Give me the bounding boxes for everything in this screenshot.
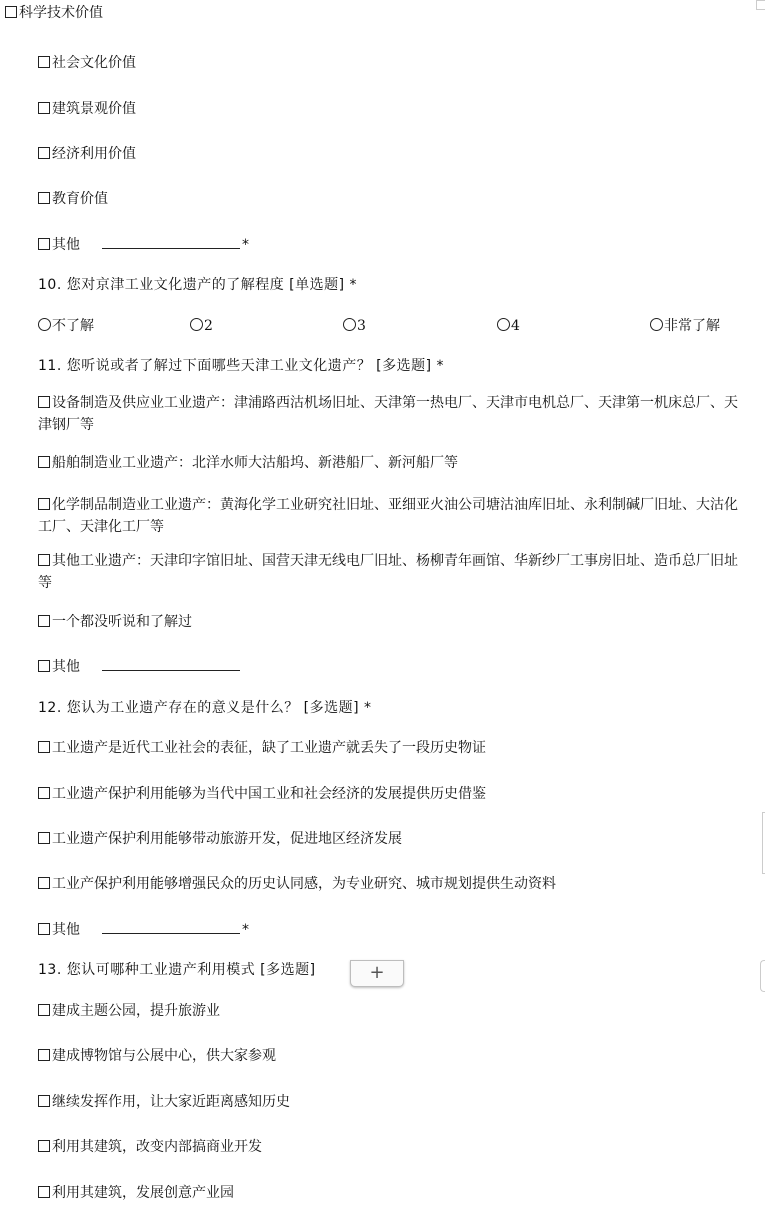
checkbox[interactable]: [38, 1004, 50, 1016]
checkbox[interactable]: [38, 923, 50, 935]
other-text-field[interactable]: [102, 921, 240, 934]
q9-option-4[interactable]: 经济利用价值: [38, 145, 136, 163]
checkbox[interactable]: [38, 787, 50, 799]
q13-option-3[interactable]: 继续发挥作用，让大家近距离感知历史: [38, 1093, 290, 1111]
q10-option-3[interactable]: 3: [343, 317, 366, 335]
q11-option-1[interactable]: 设备制造及供应业工业遗产：津浦路西沽机场旧址、天津第一热电厂、天津市电机总厂、天津第一机床总厂、天津钢厂等: [38, 395, 738, 433]
q11-option-4[interactable]: 其他工业遗产：天津印字馆旧址、国营天津无线电厂旧址、杨柳青年画馆、华新纱厂工事房旧址、造币总厂旧址等: [38, 553, 738, 591]
checkbox[interactable]: [38, 832, 50, 844]
required-mark: *: [242, 237, 249, 253]
checkbox[interactable]: [38, 615, 50, 627]
checkbox[interactable]: [38, 238, 50, 250]
radio-button[interactable]: [343, 318, 356, 331]
checkbox[interactable]: [38, 741, 50, 753]
required-mark: *: [242, 922, 249, 938]
scroll-handle[interactable]: [760, 960, 765, 992]
q10-option-1[interactable]: 不了解: [38, 317, 94, 335]
checkbox[interactable]: [38, 877, 50, 889]
q11-title: 11. 您听说或者了解过下面哪些天津工业文化遗产？ [多选题] *: [38, 358, 445, 374]
checkbox[interactable]: [38, 456, 50, 468]
q11-option-2[interactable]: 船舶制造业工业遗产：北洋水师大沽船坞、新港船厂、新河船厂等: [38, 454, 458, 472]
checkbox[interactable]: [38, 192, 50, 204]
q9-option-2[interactable]: 社会文化价值: [38, 54, 136, 72]
checkbox[interactable]: [38, 1140, 50, 1152]
edge-marker: [756, 0, 765, 10]
other-text-field[interactable]: [102, 658, 240, 671]
checkbox[interactable]: [38, 147, 50, 159]
checkbox[interactable]: [5, 6, 17, 18]
q13-title: 13. 您认可哪种工业遗产利用模式 [多选题]: [38, 962, 316, 978]
checkbox[interactable]: [38, 498, 50, 510]
q9-option-5[interactable]: 教育价值: [38, 190, 108, 208]
q11-option-other[interactable]: 其他: [38, 658, 240, 676]
q12-option-4[interactable]: 工业产保护利用能够增强民众的历史认同感，为专业研究、城市规划提供生动资料: [38, 875, 556, 893]
checkbox[interactable]: [38, 102, 50, 114]
radio-button[interactable]: [190, 318, 203, 331]
q12-option-1[interactable]: 工业遗产是近代工业社会的表征，缺了工业遗产就丢失了一段历史物证: [38, 739, 486, 757]
checkbox[interactable]: [38, 660, 50, 672]
q10-option-5[interactable]: 非常了解: [650, 317, 720, 335]
q12-title: 12. 您认为工业遗产存在的意义是什么？ [多选题] *: [38, 700, 372, 716]
q11-option-5[interactable]: 一个都没听说和了解过: [38, 613, 192, 631]
q9-option-3[interactable]: 建筑景观价值: [38, 100, 136, 118]
q13-option-4[interactable]: 利用其建筑，改变内部搞商业开发: [38, 1138, 262, 1156]
q13-option-5[interactable]: 利用其建筑，发展创意产业园: [38, 1184, 234, 1202]
q13-option-2[interactable]: 建成博物馆与公展中心，供大家参观: [38, 1047, 276, 1065]
q9-option-1[interactable]: 科学技术价值: [5, 4, 103, 22]
radio-button[interactable]: [38, 318, 51, 331]
radio-button[interactable]: [650, 318, 663, 331]
checkbox[interactable]: [38, 1095, 50, 1107]
other-text-field[interactable]: [102, 236, 240, 249]
q9-option-other[interactable]: 其他 *: [38, 236, 249, 254]
q10-option-2[interactable]: 2: [190, 317, 213, 335]
q12-option-2[interactable]: 工业遗产保护利用能够为当代中国工业和社会经济的发展提供历史借鉴: [38, 785, 486, 803]
q12-option-3[interactable]: 工业遗产保护利用能够带动旅游开发，促进地区经济发展: [38, 830, 402, 848]
q10-option-4[interactable]: 4: [497, 317, 520, 335]
checkbox[interactable]: [38, 1049, 50, 1061]
q13-option-1[interactable]: 建成主题公园，提升旅游业: [38, 1002, 220, 1020]
q11-option-3[interactable]: 化学制品制造业工业遗产：黄海化学工业研究社旧址、亚细亚火油公司塘沽油库旧址、永利制碱厂旧址、大沽化工厂、天津化工厂等: [38, 497, 738, 535]
q12-option-other[interactable]: 其他 *: [38, 921, 249, 939]
checkbox[interactable]: [38, 554, 50, 566]
add-button[interactable]: +: [350, 960, 404, 987]
q10-title: 10. 您对京津工业文化遗产的了解程度 [单选题] *: [38, 277, 358, 293]
radio-button[interactable]: [497, 318, 510, 331]
checkbox[interactable]: [38, 56, 50, 68]
checkbox[interactable]: [38, 1186, 50, 1198]
checkbox[interactable]: [38, 396, 50, 408]
